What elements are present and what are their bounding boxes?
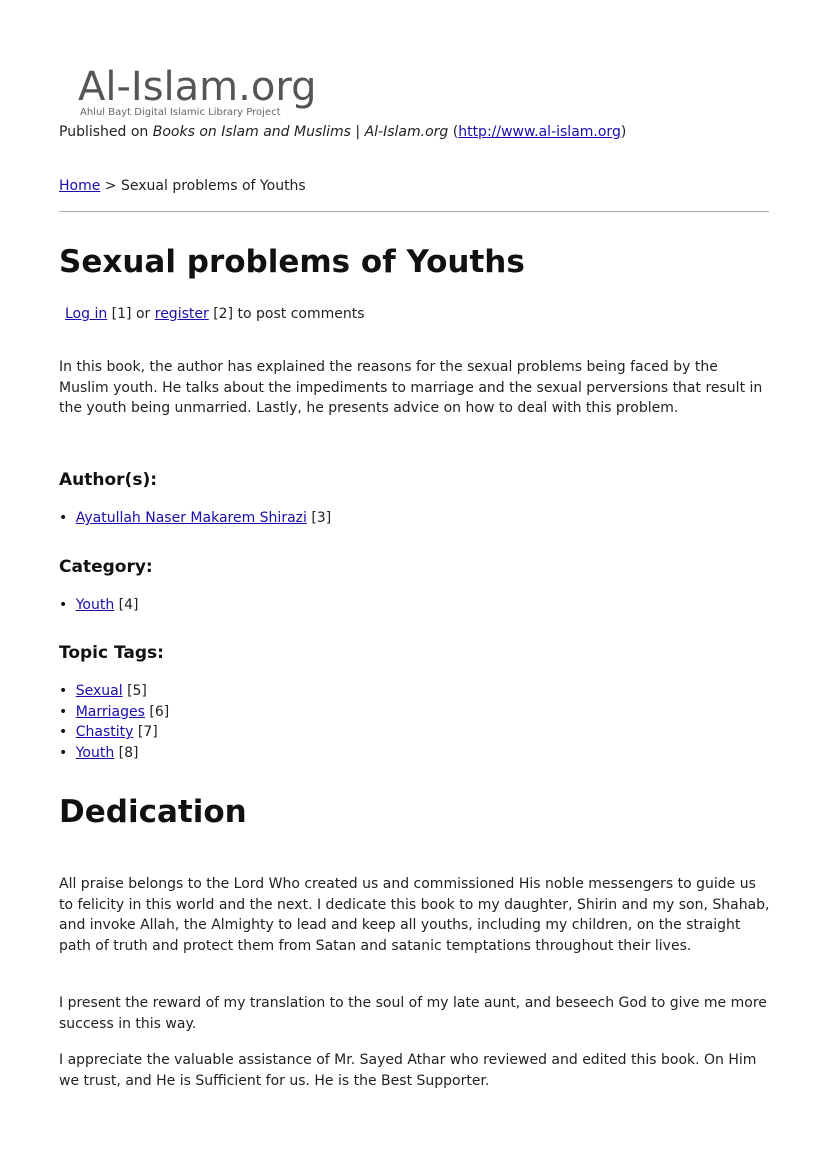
or-text: or xyxy=(135,306,151,322)
published-line: Published on Books on Islam and Muslims | Al-Islam.org (http://www.al-islam.org) xyxy=(59,124,627,140)
tags-list xyxy=(59,681,169,763)
page-title: Sexual problems of Youths xyxy=(59,244,525,280)
site-logo xyxy=(78,62,318,122)
login-link[interactable]: Log in xyxy=(65,306,108,322)
register-link[interactable]: register xyxy=(154,306,209,322)
tag-ref: [8] xyxy=(118,744,139,761)
tags-heading: Topic Tags: xyxy=(59,643,164,663)
breadcrumb-home-link[interactable]: Home xyxy=(59,178,101,194)
divider xyxy=(59,211,769,212)
tag-ref: [7] xyxy=(137,724,158,740)
login-ref: [1] xyxy=(111,306,132,322)
list-item xyxy=(59,595,139,616)
intro-paragraph: In this book, the author has explained the reasons for the sexual problems being faced by the Muslim youth. He talks about the impediments to marriage and the sexual perversions that result in the youth being unmarried. Lastly, he presents advice on how to deal with this problem. xyxy=(59,359,763,416)
dedication-paragraph-3: I appreciate the valuable assistance of Mr. Sayed Athar who reviewed and edited this book. On Him we trust, and He is Sufficient for us. He is the Best Supporter. xyxy=(59,1052,757,1089)
author-ref: [3] xyxy=(311,510,332,526)
category-heading: Category: xyxy=(59,557,153,577)
category-ref: [4] xyxy=(118,597,139,613)
dedication-paragraph-2: I present the reward of my translation to the soul of my late aunt, and beseech God to give me more success in this way. xyxy=(59,995,767,1032)
tag-ref: [5] xyxy=(127,683,147,699)
list-item xyxy=(59,743,169,764)
tag-link-sexual[interactable]: Sexual xyxy=(75,683,123,699)
category-list xyxy=(59,595,139,616)
list-item xyxy=(59,508,331,529)
tag-link-youth[interactable]: Youth xyxy=(75,744,115,761)
published-prefix: Published on xyxy=(59,124,149,140)
list-item xyxy=(59,681,169,702)
list-item xyxy=(59,722,169,743)
author-link[interactable]: Ayatullah Naser Makarem Shirazi xyxy=(75,510,307,526)
logo-text: Al-Islam.org xyxy=(78,64,317,110)
authors-list xyxy=(59,508,331,529)
dedication-paragraph-1: All praise belongs to the Lord Who created us and commissioned His noble messengers to guide us to felicity in this world and the next. I dedicate this book to my daughter, Shirin and my son, Shahab, and invoke Allah, the Almighty to lead and keep all youths, including my children, on the straight path of truth and protect them from Satan and satanic temptations throughout their lives. xyxy=(59,876,770,954)
tag-ref: [6] xyxy=(149,703,170,720)
breadcrumb xyxy=(59,178,306,194)
breadcrumb-separator: > xyxy=(104,178,117,194)
tag-link-chastity[interactable]: Chastity xyxy=(75,724,134,740)
category-link[interactable]: Youth xyxy=(75,597,115,613)
comments-suffix: to post comments xyxy=(237,306,365,322)
authors-heading: Author(s): xyxy=(59,470,158,490)
logo-subtitle: Ahlul Bayt Digital Islamic Library Project xyxy=(80,107,281,118)
breadcrumb-current: Sexual problems of Youths xyxy=(120,178,306,194)
register-ref: [2] xyxy=(213,306,234,322)
tag-link-marriages[interactable]: Marriages xyxy=(75,703,145,720)
dedication-heading: Dedication xyxy=(59,794,247,830)
published-url-link[interactable]: http://www.al-islam.org xyxy=(458,124,621,140)
comment-login-line xyxy=(65,306,365,322)
list-item xyxy=(59,702,169,723)
published-site: Books on Islam and Muslims | Al-Islam.org xyxy=(152,124,449,140)
